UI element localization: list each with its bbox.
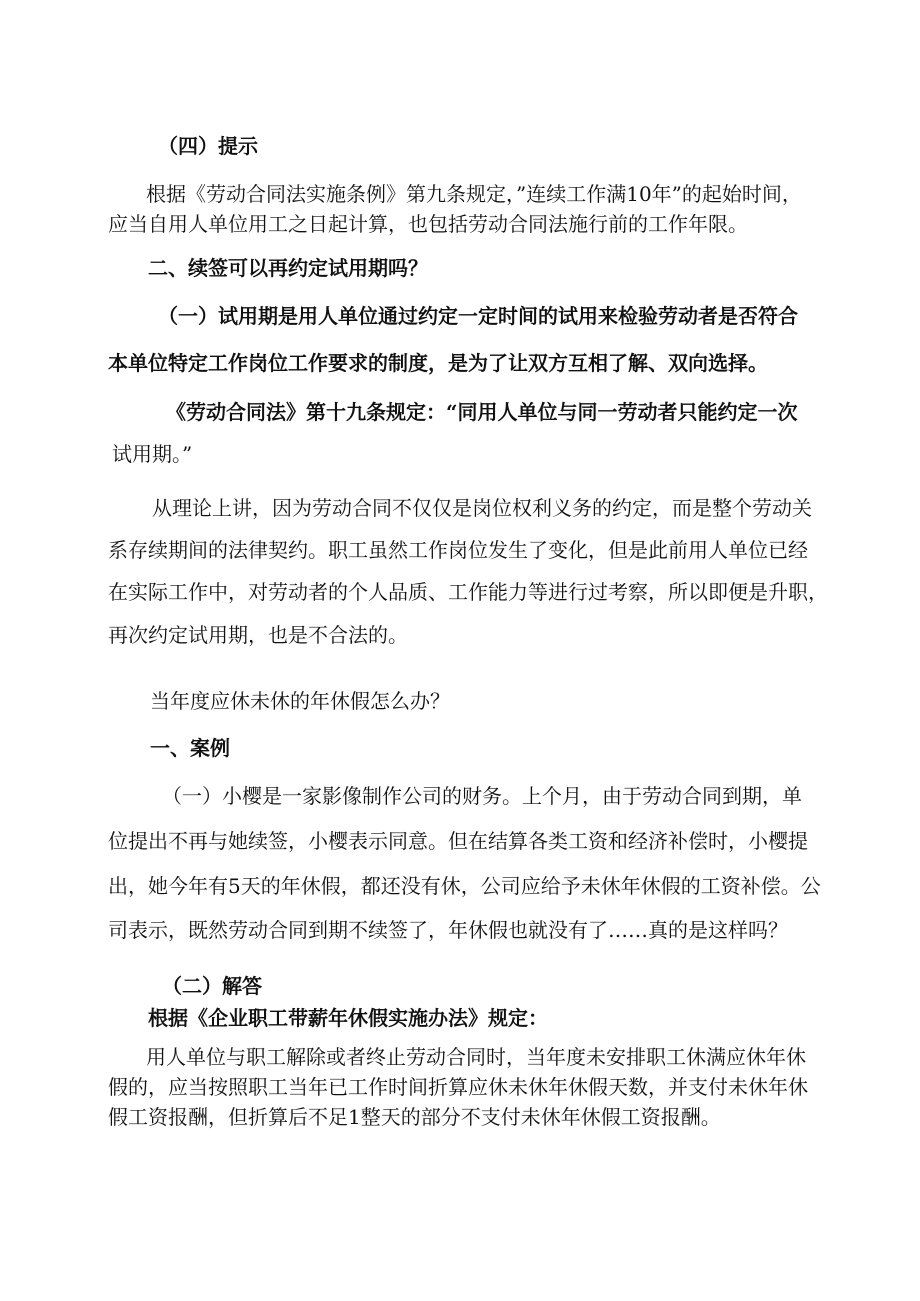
document-page: （四）提示 根据《劳动合同法实施条例》第九条规定，”连续工作满10年”的起始时间， 应当自用人单位用工之日起计算，也包括劳动合同法施行前的工作年限。 二、续签可以再约定试用期吗？ （一）试用期是用人单位通过约定一定时间的试用来检验劳动者是否符合 本单位特定工作岗位工作要求的制度，是为了让双方互相了解、双向选择。 《劳动合同法》第十九条规定：“同用人单位与同一劳动者只能约定一次 试用期。” 从理论上讲，因为劳动合同不仅仅是岗位权利义务的约定，而是整个劳动关 系存续期间的法律契约。职工虽然工作岗位发生了变化，但是此前用人单位已经 在实际工作中，对劳动者的个人品质、工作能力等进行过考察，所以即便是升职， 再次约定试用期，也是不合法的。 当年度应休未休的年休假怎么办？ 一、案例 （一）小樱是一家影像制作公司的财务。上个月，由于劳动合同到期，单 位提出不再与她续签，小樱表示同意。但在结算各类工资和经济补偿时，小樱提 出，她今年有5天的年休假，都还没有休，公司应给予未休年休假的工资补偿。公 司表示，既然劳动合同到期不续签了，年休假也就没有了……真的是这样吗？ （二）解答 根据《企业职工带薪年休假实施办法》规定： 用人单位与职工解除或者终止劳动合同时，当年度未安排职工休满应休年休 假的，应当按照职工当年已工作时间折算应休未休年休假天数，并支付未休年休 假工资报酬，但折算后不足1整天的部分不支付未休年休假工资报酬。 xyxy=(108,134,828,1129)
